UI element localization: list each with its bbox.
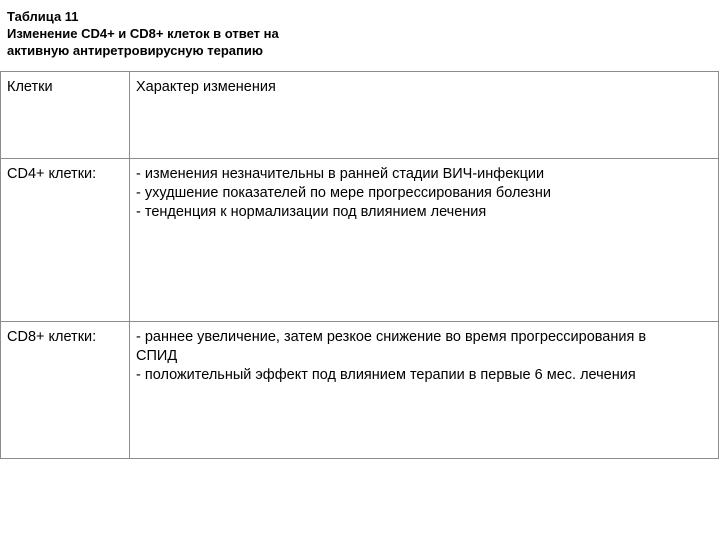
change-line: - раннее увеличение, затем резкое снижение во время прогрессирования в (136, 329, 647, 345)
change-line: - ухудшение показателей по мере прогрессирования болезни (136, 185, 551, 201)
header-changes: Характер изменения (130, 72, 719, 159)
row-cell-type: CD4+ клетки: (1, 159, 130, 322)
table-number: Таблица 11 (7, 9, 79, 24)
table-row (1, 159, 719, 322)
table-caption (7, 8, 387, 59)
row-cell-type: CD8+ клетки: (1, 322, 130, 459)
change-line: - тенденция к нормализации под влиянием лечения (136, 204, 487, 220)
table-title-line-2: активную антиретровирусную терапию (7, 43, 263, 58)
table-header-row (1, 72, 719, 159)
header-cells: Клетки (1, 72, 130, 159)
table-title-line-1: Изменение CD4+ и CD8+ клеток в ответ на (7, 26, 279, 41)
change-line: СПИД (136, 348, 178, 364)
change-line: - изменения незначительны в ранней стадии ВИЧ-инфекции (136, 166, 545, 182)
row-changes (130, 159, 719, 322)
row-changes (130, 322, 719, 459)
change-line: - положительный эффект под влиянием терапии в первые 6 мес. лечения (136, 367, 636, 383)
table-row (1, 322, 719, 459)
data-table (0, 71, 719, 459)
